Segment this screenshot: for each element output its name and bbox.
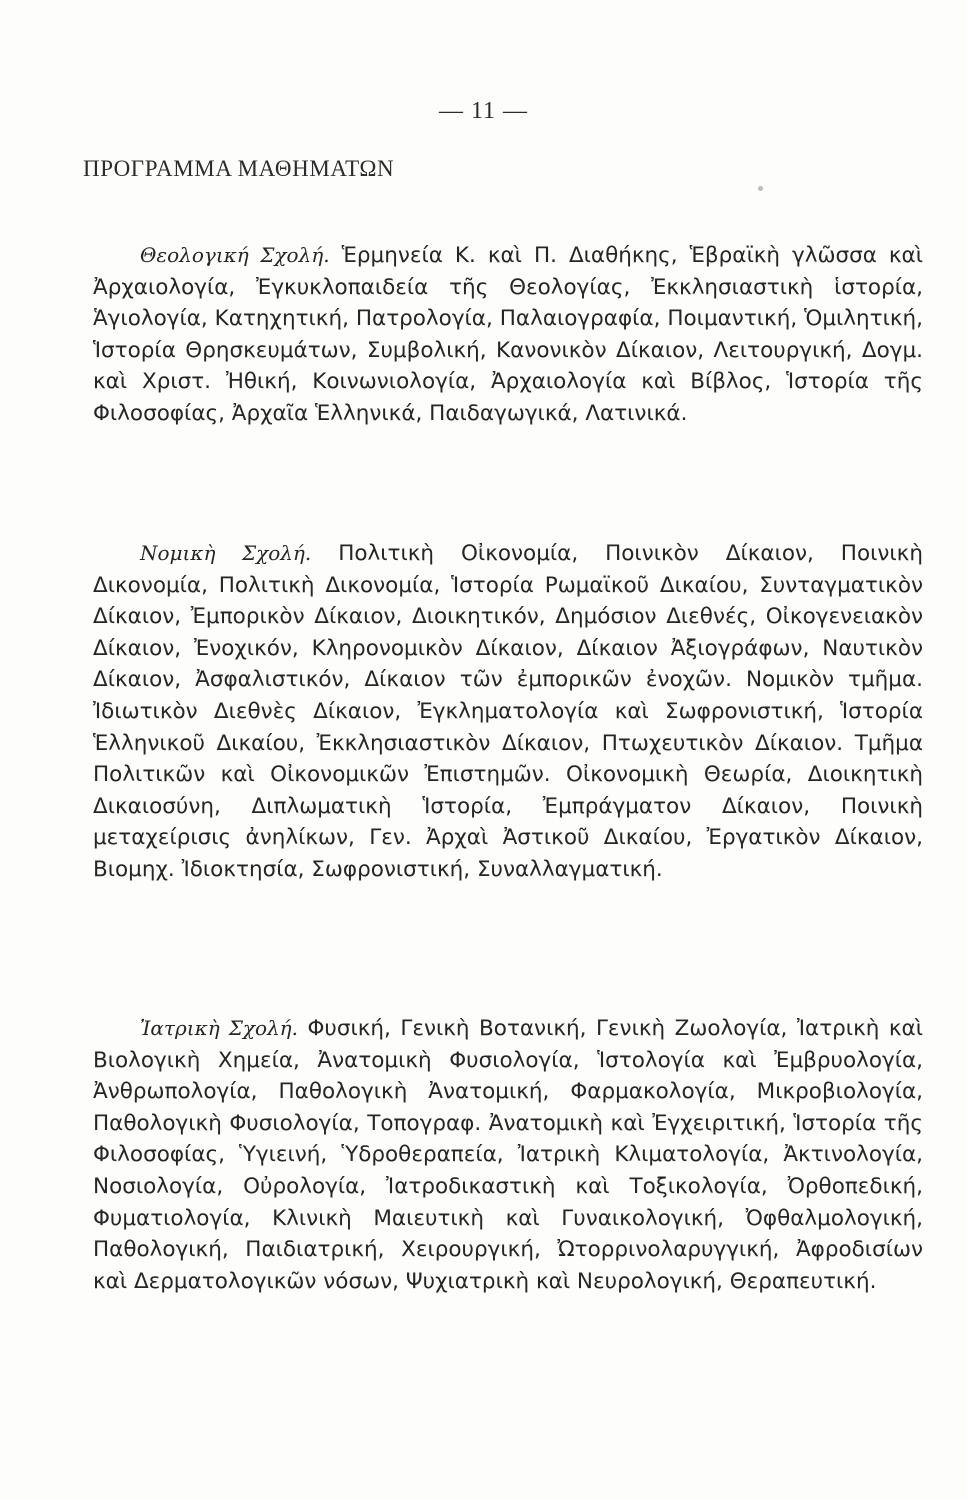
section-text: Ἑρμηνεία Κ. καὶ Π. Διαθήκης, Ἑβραϊκὴ γλῶσσα καὶ Ἀρχαιολογία, Ἐγκυκλοπαιδεία τῆς Θεολογίας, Ἐκκλησιαστικὴ ἱστορία, Ἁγιολογία, Κατηχητική, Πατρολογία, Παλαιογραφία, Ποιμαντική, Ὁμιλητική, Ἱστορία Θρησκευμάτων, Συμβολική, Κανονικὸν Δίκαιον, Λειτουργική, Δογμ. καὶ Χριστ. Ἠθική, Κοινωνιολογία, Ἀρχαιολογία καὶ Βίβλος, Ἱστορία τῆς Φιλοσοφίας, Ἀρχαῖα Ἑλληνικά, Παιδαγωγικά, Λατινικά.	[93, 243, 923, 426]
section-title: Νομικὴ Σχολή.	[140, 541, 312, 565]
section-text: Φυσική, Γενικὴ Βοτανική, Γενικὴ Ζωολογία, Ἰατρικὴ καὶ Βιολογικὴ Χημεία, Ἀνατομικὴ Φυσιολογία, Ἱστολογία καὶ Ἐμβρυολογία, Ἀνθρωπολογία, Παθολογικὴ Ἀνατομική, Φαρμακολογία, Μικροβιολογία, Παθολογικὴ Φυσιολογία, Τοπογραφ. Ἀνατομικὴ καὶ Ἐγχειριτική, Ἱστορία τῆς Φιλοσοφίας, Ὑγιεινή, Ὑδροθεραπεία, Ἰατρικὴ Κλιματολογία, Ἀκτινολογία, Νοσιολογία, Οὐρολογία, Ἰατροδικαστικὴ καὶ Τοξικολογία, Ὀρθοπεδική, Φυματιολογία, Κλινικὴ Μαιευτικὴ καὶ Γυναικολογική, Ὀφθαλμολογική, Παθολογική, Παιδιατρική, Χειρουργική, Ὠτορρινολαρυγγική, Ἀφροδισίων καὶ Δερματολογικῶν νόσων, Ψυχιατρικὴ καὶ Νευρολογική, Θεραπευτική.	[93, 1016, 923, 1294]
section-text: Πολιτικὴ Οἰκονομία, Ποινικὸν Δίκαιον, Ποινικὴ Δικονομία, Πολιτικὴ Δικονομία, Ἱστορία Ρωμαϊκοῦ Δικαίου, Συνταγματικὸν Δίκαιον, Ἐμπορικὸν Δίκαιον, Διοικητικόν, Δημόσιον Διεθνές, Οἰκογενειακὸν Δίκαιον, Ἐνοχικόν, Κληρονομικὸν Δίκαιον, Δίκαιον Ἀξιογράφων, Ναυτικὸν Δίκαιον, Ἀσφαλιστικόν, Δίκαιον τῶν ἐμπορικῶν ἐνοχῶν. Νομικὸν τμῆμα. Ἰδιωτικὸν Διεθνὲς Δίκαιον, Ἐγκληματολογία καὶ Σωφρονιστική, Ἱστορία Ἑλληνικοῦ Δικαίου, Ἐκκλησιαστικὸν Δίκαιον, Πτωχευτικὸν Δίκαιον. Τμῆμα Πολιτικῶν καὶ Οἰκονομικῶν Ἐπιστημῶν. Οἰκονομικὴ Θεωρία, Διοικητικὴ Δικαιοσύνη, Διπλωματικὴ Ἱστορία, Ἐμπράγματον Δίκαιον, Ποινικὴ μεταχείρισις ἀνηλίκων, Γεν. Ἀρχαὶ Ἀστικοῦ Δικαίου, Ἐργατικὸν Δίκαιον, Βιομηχ. Ἰδιοκτησία, Σωφρονιστική, Συναλλαγματική.	[93, 541, 923, 882]
section-medicine	[93, 1013, 923, 1297]
page-number: — 11 —	[438, 98, 529, 124]
paper-speck	[758, 186, 763, 191]
section-title: Ἰατρικὴ Σχολή.	[140, 1016, 299, 1040]
section-title: Θεολογική Σχολή.	[140, 243, 330, 267]
page-heading: ΠΡΟΓΡΑΜΜΑ ΜΑΘΗΜΑΤΩΝ	[83, 156, 395, 181]
section-theology	[93, 240, 923, 430]
section-law	[93, 538, 923, 886]
